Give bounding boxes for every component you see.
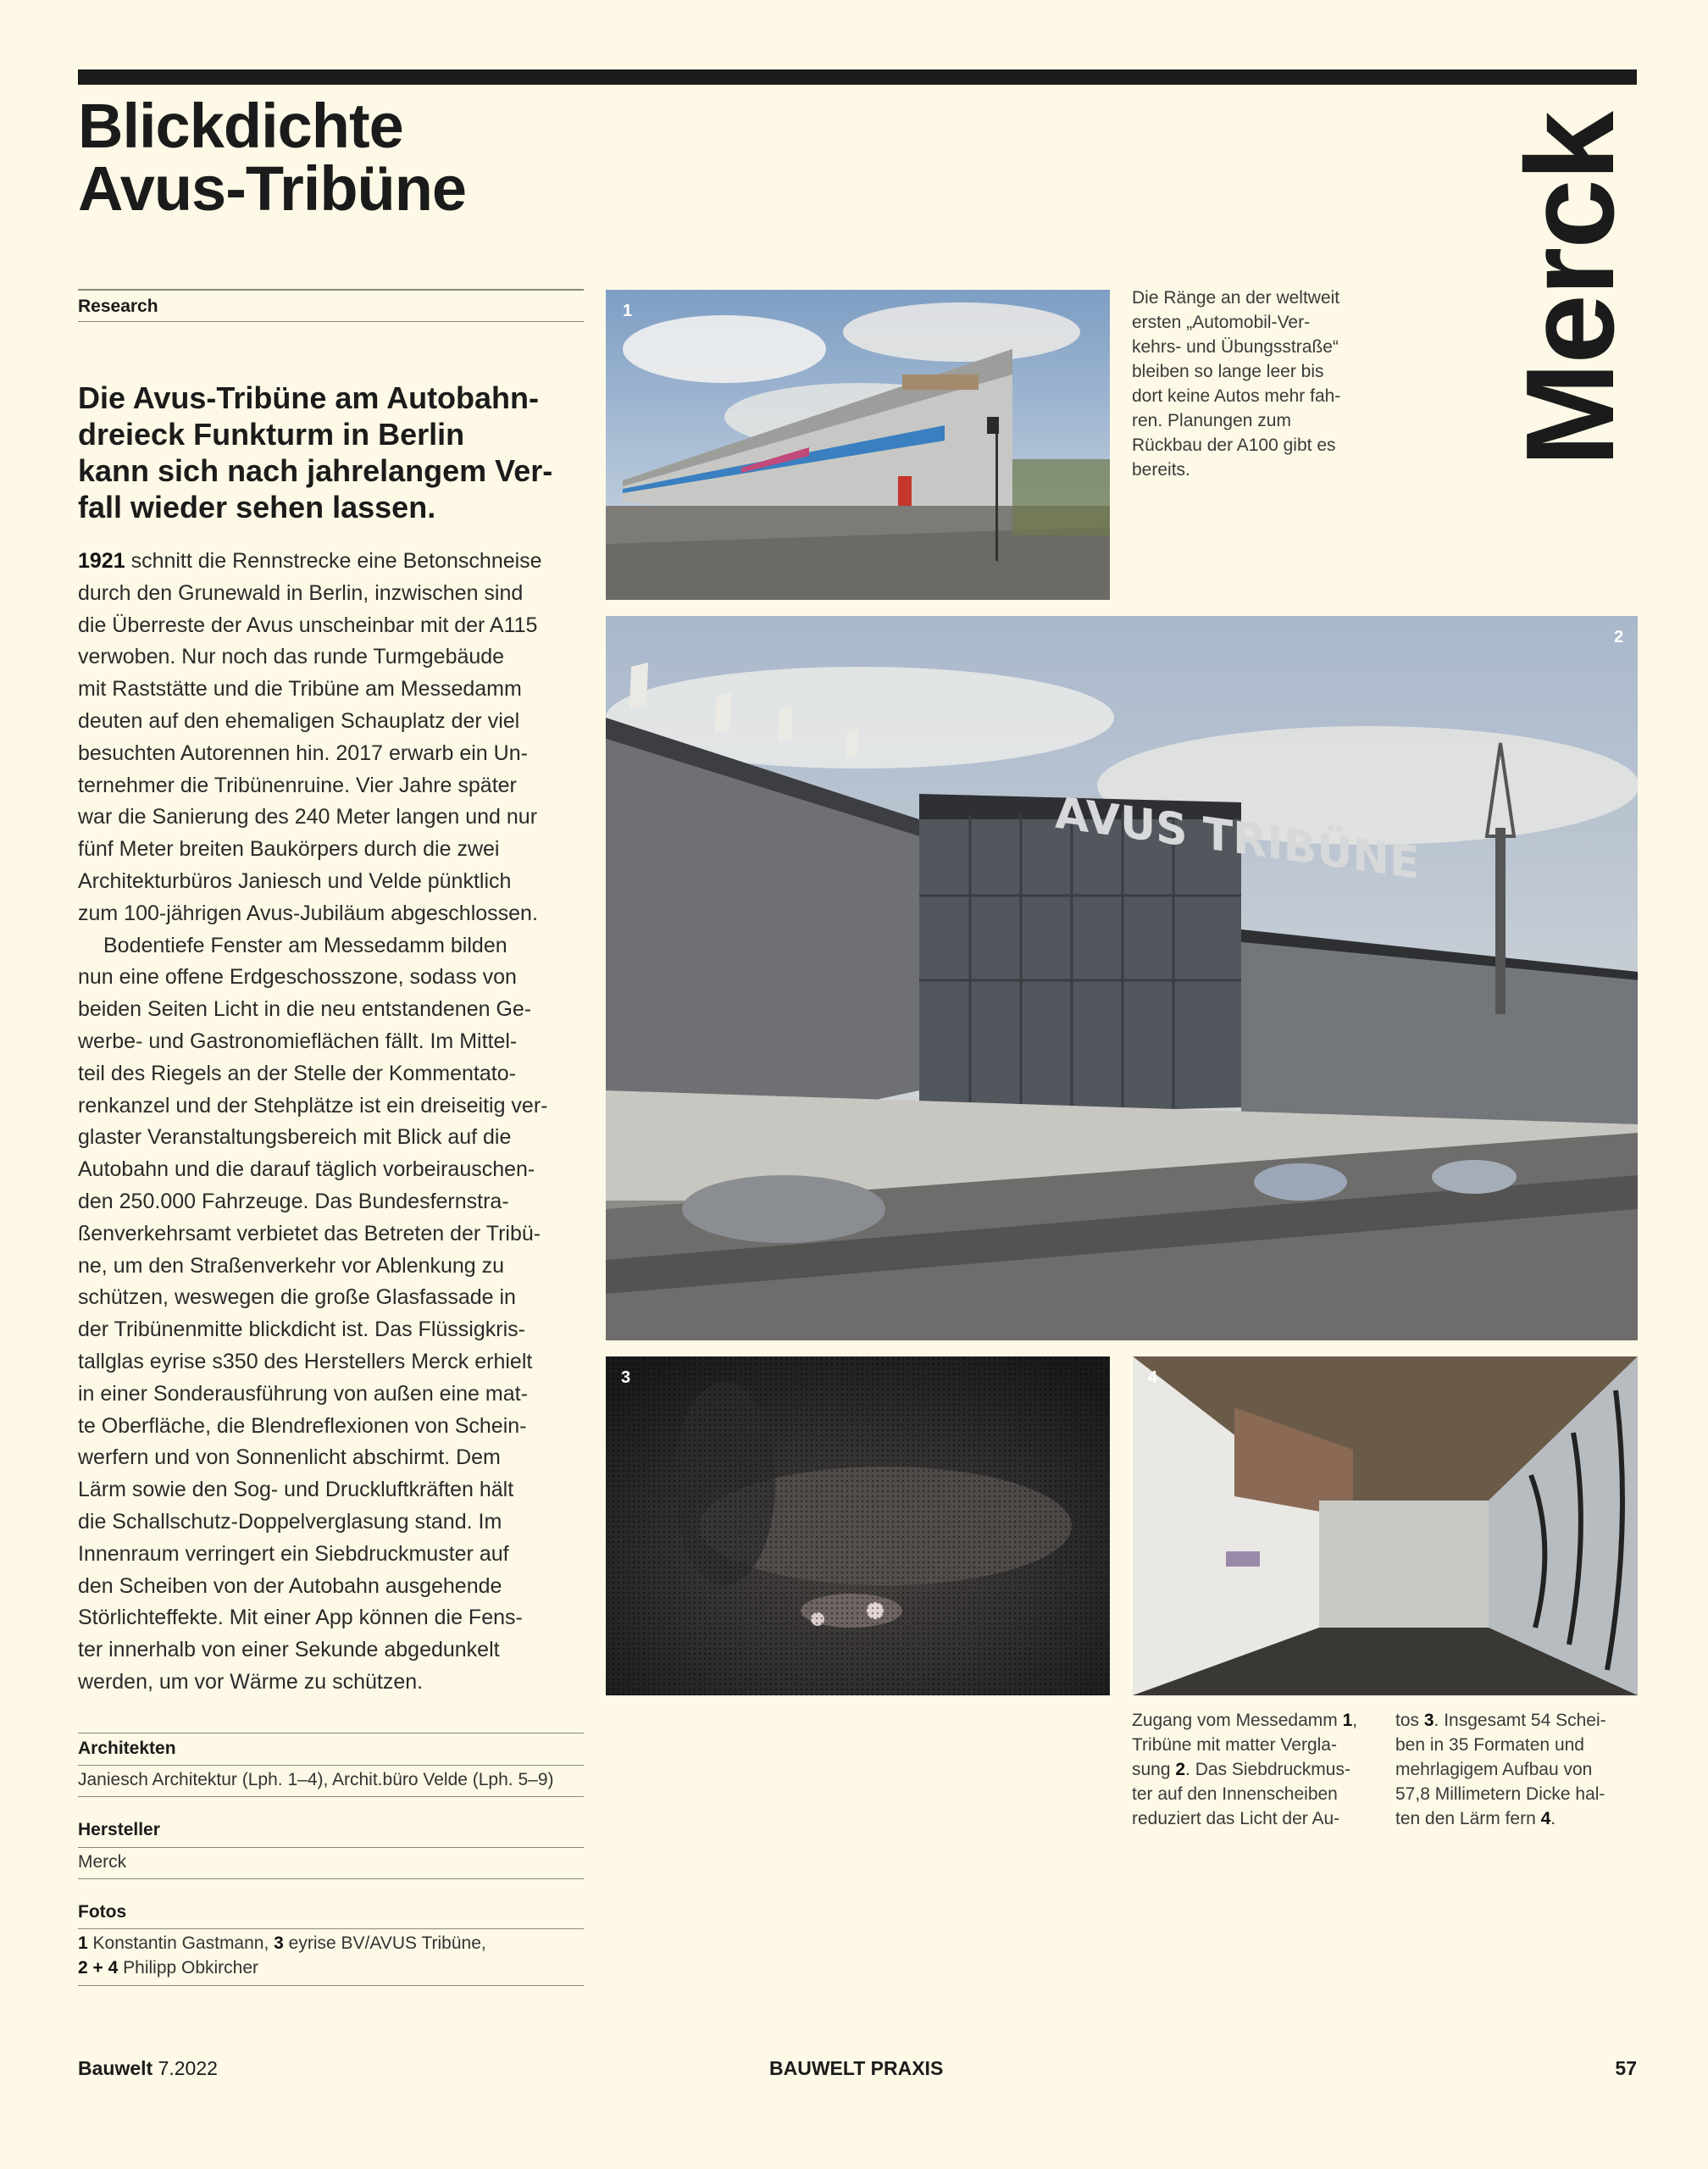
info-rule [78,1765,584,1766]
credit-line: 2 + 4 Philipp Obkircher [78,1958,259,1978]
body-line: verwoben. Nur noch das runde Turmgebäude [78,645,505,669]
page-number: 57 [1615,2057,1637,2079]
architects-label: Architekten [78,1739,176,1758]
footer-magazine [78,2057,218,2080]
photo-number: 2 [1614,628,1624,646]
lead-line: dreieck Funkturm in Berlin [78,417,465,452]
body-line: Architekturbüros Janiesch und Velde pünktlich [78,868,512,893]
info-rule [78,1796,584,1797]
body-line: Störlichteffekte. Mit einer App können die Fens- [78,1606,523,1630]
magazine-name: Bauwelt [78,2057,153,2079]
photo-tribune-highway [606,616,1638,1340]
info-rule [78,1878,584,1879]
title-line-2: Avus-Tribüne [78,153,467,224]
photos-label: Fotos [78,1902,127,1922]
photo-number: 4 [1148,1368,1158,1387]
body-line: ßenverkehrsamt verbietet das Betreten der Tribü- [78,1221,541,1245]
info-rule [78,1985,584,1986]
page-title [78,91,756,224]
footer-section: BAUWELT PRAXIS [769,2057,944,2079]
body-line: te Oberfläche, die Blendreflexionen von Schein- [78,1413,527,1438]
brand-vertical [1500,95,1640,485]
info-rule [78,1928,584,1929]
body-line: mit Raststätte und die Tribüne am Messedamm [78,677,522,702]
body-line: Lärm sowie den Sog- und Druckluftkräften hält [78,1478,514,1502]
body-line: der Tribünenmitte blickdicht ist. Das Flüssigkris- [78,1317,525,1342]
title-line-1: Blickdichte [78,91,403,161]
photo-number: 1 [623,302,633,320]
magazine-issue: 7.2022 [152,2057,218,2079]
body-line: 1921 schnitt die Rennstrecke eine Betonschneise [78,549,542,573]
brand-name: Merck [1500,113,1640,467]
credit-line: 1 Konstantin Gastmann, 3 eyrise BV/AVUS Tribüne, [78,1933,486,1953]
body-line: zum 100-jährigen Avus-Jubiläum abgeschlossen. [78,901,538,925]
body-line: fünf Meter breiten Baukörpers durch die zwei [78,837,500,862]
body-line: die Überreste der Avus unscheinbar mit der A115 [78,613,538,637]
body-line: werfern und von Sonnenlicht abschirmt. Dem [78,1445,501,1470]
body-line: werbe- und Gastronomieflächen fällt. Im Mittel- [78,1029,518,1053]
body-line: war die Sanierung des 240 Meter langen und nur [78,805,538,829]
body-line: tallglas eyrise s350 des Herstellers Merck erhielt [78,1349,533,1373]
body-line: besuchten Autorennen hin. 2017 erwarb ein Un- [78,741,528,765]
tribune-sign-text: AVUS TRIBÜNE [1055,787,1420,890]
body-line: in einer Sonderausführung von außen eine mat- [78,1381,528,1406]
lead-line: kann sich nach jahrelangem Ver- [78,453,553,488]
section-rule-bottom [78,321,584,322]
body-line: renkanzel und der Stehplätze ist ein dreiseitig ver- [78,1093,548,1118]
body-line: den Scheiben von der Autobahn ausgehende [78,1573,502,1598]
architects-value: Janiesch Architektur (Lph. 1–4), Archit.büro Velde (Lph. 5–9) [78,1770,554,1789]
lead-line: fall wieder sehen lassen. [78,490,436,524]
body-line: deuten auf den ehemaligen Schauplatz der viel [78,708,520,733]
section-rule-top [78,289,584,291]
body-line: beiden Seiten Licht in die neu entstandenen Ge- [78,997,532,1022]
body-line: durch den Grunewald in Berlin, inzwischen sind [78,580,524,605]
lead-paragraph [78,380,586,525]
caption-photos-left: Zugang vom Messedamm 1, Tribüne mit matter Vergla- sung 2. Das Siebdruckmus- ter auf den Innenscheiben reduziert das Licht der Au- [1132,1711,1358,1828]
manufacturer-value: Merck [78,1852,127,1872]
body-line: glaster Veranstaltungsbereich mit Blick auf die [78,1125,512,1150]
body-line: ter innerhalb von einer Sekunde abgedunkelt [78,1638,500,1662]
body-line: den 250.000 Fahrzeuge. Das Bundesfernstra- [78,1189,509,1213]
body-line: schützen, weswegen die große Glasfassade in [78,1285,516,1310]
body-line: ne, um den Straßenverkehr vor Ablenkung zu [78,1253,505,1278]
body-line: nun eine offene Erdgeschosszone, sodass von [78,965,517,990]
info-rule [78,1733,584,1734]
body-line: werden, um vor Wärme zu schützen. [78,1669,424,1694]
body-line: Innenraum verringert ein Siebdruckmuster auf [78,1541,509,1566]
photo-screen-print-glass [606,1356,1110,1695]
photo-interior-hall [1133,1356,1638,1695]
body-line: die Schallschutz-Doppelverglasung stand. Im [78,1509,502,1534]
body-text [78,546,586,1699]
body-line: Autobahn und die darauf täglich vorbeirauschen- [78,1157,535,1182]
body-line: teil des Riegels an der Stelle der Kommentato- [78,1061,516,1085]
body-line: Bodentiefe Fenster am Messedamm bilden [103,933,507,957]
manufacturer-label: Hersteller [78,1820,160,1839]
year-bold: 1921 [78,549,125,573]
caption-photos-right: tos 3. Insgesamt 54 Schei- ben in 35 Formaten und mehrlagigem Aufbau von 57,8 Millimetern Dicke hal- ten den Lärm fern 4. [1395,1711,1606,1828]
photo-number: 3 [621,1368,631,1387]
info-rule [78,1847,584,1848]
top-rule [78,69,1637,85]
body-line: ternehmer die Tribünenruine. Vier Jahre später [78,773,517,797]
section-label: Research [78,297,158,316]
lead-line: Die Avus-Tribüne am Autobahn- [78,380,540,415]
photo-tribune-exterior [606,290,1110,600]
photos-credits [78,1931,486,1980]
caption-photo-1: Die Ränge an der weltweit ersten „Automobil-Ver- kehrs- und Übungsstraße“ bleiben so lange leer bis dort keine Autos mehr fah- ren. Planungen zum Rückbau der A100 gibt es bereits. [1132,288,1341,480]
